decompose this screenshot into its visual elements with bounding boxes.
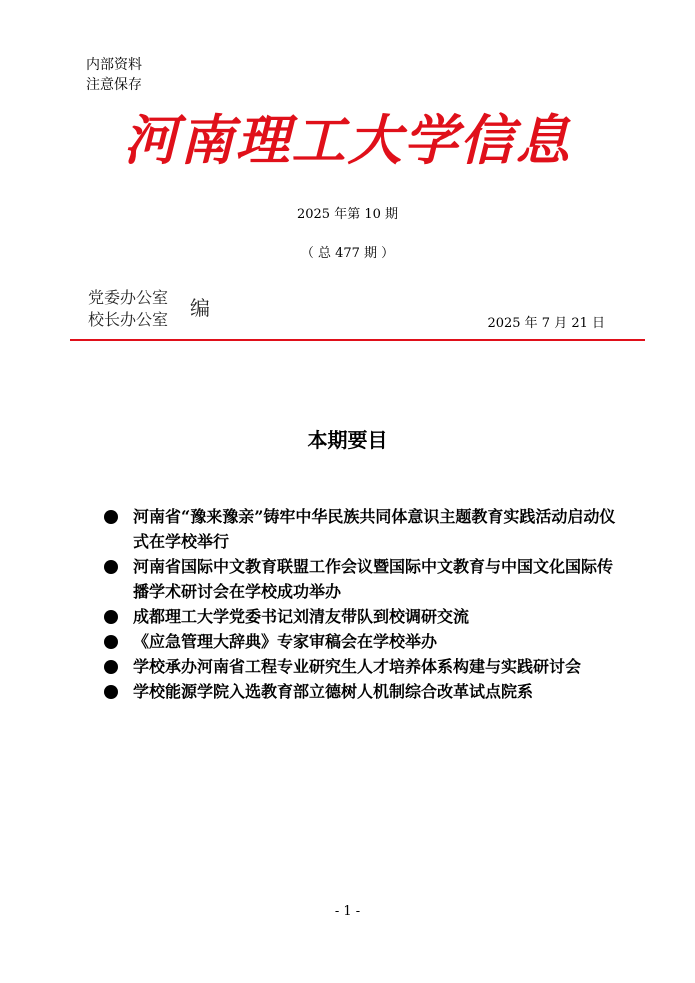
publication-date: 2025 年 7 月 21 日 xyxy=(487,316,605,331)
bullet-icon xyxy=(104,660,118,674)
highlight-item xyxy=(104,554,624,604)
highlight-item xyxy=(104,504,624,554)
highlight-text: 河南省“豫来豫亲”铸牢中华民族共同体意识主题教育实践活动启动仪式在学校举行 xyxy=(133,507,616,551)
confidentiality-line-2: 注意保存 xyxy=(86,77,142,93)
highlight-item xyxy=(104,654,624,679)
highlight-text: 河南省国际中文教育联盟工作会议暨国际中文教育与中国文化国际传播学术研讨会在学校成功举办 xyxy=(133,557,614,601)
issue-number: 2025 年第 10 期 xyxy=(296,207,399,222)
confidentiality-note xyxy=(86,55,142,95)
highlight-text: 《应急管理大辞典》专家审稿会在学校举办 xyxy=(133,632,438,651)
masthead-title: 河南理工大学信息 xyxy=(123,108,572,172)
highlight-text: 学校能源学院入选教育部立德树人机制综合改革试点院系 xyxy=(133,682,534,701)
bullet-icon xyxy=(104,510,118,524)
page-number: - 1 - xyxy=(334,904,361,919)
editor-verb: 编 xyxy=(190,296,210,320)
summary-title: 本期要目 xyxy=(307,428,388,452)
highlight-item xyxy=(104,679,624,704)
bullet-icon xyxy=(104,560,118,574)
editor-office-2: 校长办公室 xyxy=(88,310,169,329)
editor-offices xyxy=(88,287,168,331)
highlight-item xyxy=(104,604,624,629)
issue-total: （ 总 477 期 ） xyxy=(300,246,395,261)
highlight-text: 学校承办河南省工程专业研究生人才培养体系构建与实践研讨会 xyxy=(133,657,582,676)
header-divider xyxy=(70,339,645,341)
editor-office-1: 党委办公室 xyxy=(88,288,169,307)
highlights-list xyxy=(104,504,624,704)
bullet-icon xyxy=(104,635,118,649)
highlight-item xyxy=(104,629,624,654)
confidentiality-line-1: 内部资料 xyxy=(86,57,142,73)
bullet-icon xyxy=(104,685,118,699)
bullet-icon xyxy=(104,610,118,624)
highlight-text: 成都理工大学党委书记刘清友带队到校调研交流 xyxy=(133,607,470,626)
